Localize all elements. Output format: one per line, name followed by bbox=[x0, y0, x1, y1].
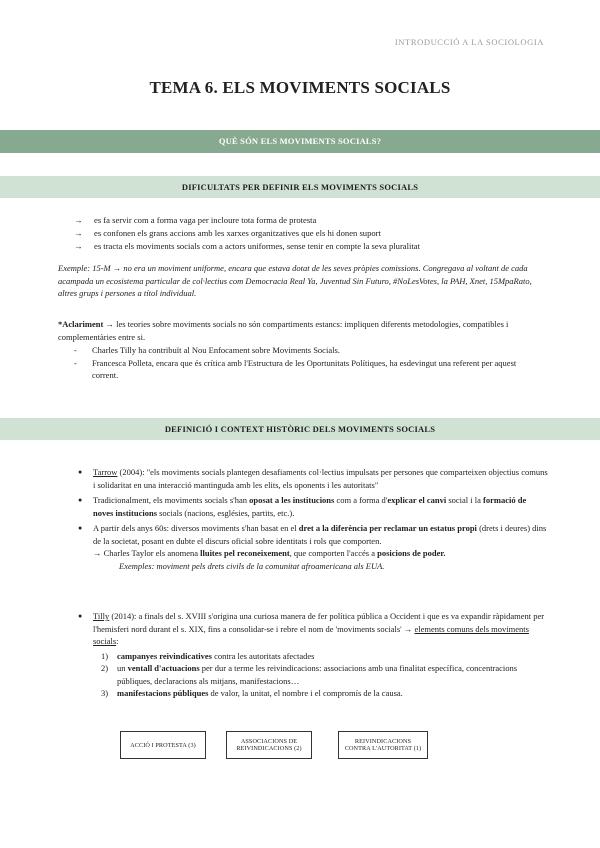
text-span: com a forma d' bbox=[334, 495, 388, 505]
example-15m: Exemple: 15-M → no era un moviment uniforme, encara que estava dotat de les seves pròpies comissions. Congregava al voltant de cada acampada un ecosistema particular de col·lectius com Democracia Real Ya, Juventud Sin Futuro, #NoLesVotes, la PAH, Xnet, 15MpaRato, altres grups i persones a títol individual. bbox=[58, 263, 532, 298]
examples-text: : moviment pels drets civils de la comunitat afroamericana als EUA. bbox=[151, 560, 385, 571]
text-span: per dur a terme les reivindicacions: associacions amb una finalitat específica, concentracions públiques, declaracions als mitjans, manifestacions… bbox=[117, 663, 518, 686]
definition-bullets bbox=[78, 466, 548, 575]
examples-label: Exemples bbox=[119, 560, 152, 571]
clarification bbox=[58, 318, 548, 343]
text-span: : bbox=[116, 636, 119, 646]
list-item bbox=[93, 687, 548, 700]
text-span: un bbox=[117, 663, 128, 673]
section-heading-difficulties: DIFICULTATS PER DEFINIR ELS MOVIMENTS SOCIALS bbox=[0, 176, 600, 198]
common-elements-link: elements comuns dels moviments socials bbox=[93, 623, 529, 646]
list-item bbox=[93, 650, 548, 663]
text-span: A partir dels anys 60s: diversos moviments s'han basat en el bbox=[93, 523, 299, 533]
bold-span: campanyes reivindicatives bbox=[117, 650, 212, 661]
list-item: → es confonen els grans accions amb les xarxes organitzatives que els hi donen suport bbox=[74, 227, 420, 240]
box-label: ACCIÓ I PROTESTA (3) bbox=[130, 741, 196, 749]
bold-span: posicions de poder. bbox=[377, 548, 446, 558]
box-label: REIVINDICACIONS (2) bbox=[236, 745, 302, 752]
box-label: REIVINDICACIONS bbox=[354, 738, 412, 745]
author-tarrow: Tarrow bbox=[93, 467, 118, 477]
tilly-bullets bbox=[78, 610, 548, 703]
item-number: 2) bbox=[101, 663, 109, 673]
box-label: CONTRA L'AUTORITAT (1) bbox=[344, 745, 422, 752]
list-item: - Charles Tilly ha contribuït al Nou Enfocament sobre Moviments Socials. bbox=[74, 344, 544, 357]
list-item: - Francesca Polleta, encara que és crítica amb l'Estructura de les Oportunitats Polítiques, ha esdevingut una referent per aquest corrent. bbox=[74, 357, 544, 382]
text-span: , que comporten l'accés a bbox=[289, 548, 378, 558]
box-label: ASSOCIACIONS DE bbox=[240, 738, 298, 745]
bullet-tarrow bbox=[78, 466, 548, 491]
list-item bbox=[93, 662, 548, 687]
course-header: INTRODUCCIÓ A LA SOCIOLOGIA bbox=[394, 37, 544, 47]
section-heading-what-are: QUÈ SÓN ELS MOVIMENTS SOCIALS? bbox=[0, 130, 600, 153]
text-span: Tradicionalment, els moviments socials s'han bbox=[93, 495, 250, 505]
clarification-label: *Aclariment bbox=[58, 319, 104, 329]
tilly-text: (2014): a finals del s. XVIII s'origina una curiosa manera de fer política pública a Occident i que es va expandir ràpidament per l'hemisferi nord durant el s. XIX, fins a consolidar-se i rebre el nom de 'moviments socials' → bbox=[93, 611, 545, 634]
bold-span: dret a la diferència per reclamar un estatus propi bbox=[298, 523, 477, 533]
diagram-box-associations bbox=[226, 731, 312, 759]
bold-span: oposat a les institucions bbox=[249, 495, 335, 505]
difficulties-list bbox=[74, 214, 420, 253]
page-title: TEMA 6. ELS MOVIMENTS SOCIALS bbox=[149, 78, 451, 97]
text-span: (drets i deures) dins de la societat, posant en dubte el discurs oficial sobre identitats i rols que comporten. bbox=[93, 523, 547, 546]
diagram-box-action bbox=[120, 731, 206, 759]
list-item: → es tracta els moviments socials com a actors uniformes, sense tenir en compte la seva pluralitat bbox=[74, 240, 420, 253]
text-span: social i la bbox=[446, 495, 484, 505]
bold-span: formació de noves institucions bbox=[93, 495, 527, 518]
text-span: contra les autoritats afectades bbox=[212, 650, 315, 661]
text-span: de valor, la unitat, el nombre i el compromís de la causa. bbox=[208, 688, 403, 698]
bold-span: lluites pel reconeixement bbox=[200, 548, 290, 558]
item-number: 1) bbox=[101, 650, 109, 661]
tarrow-text: (2004): "els moviments socials plantegen desafiaments col·lectius impulsats per persones que comparteixen objectius comuns i solidaritat en una interacció mantinguda amb les elits, els oponents i les autoritats" bbox=[93, 467, 548, 490]
common-elements-list bbox=[93, 650, 548, 700]
author-tilly: Tilly bbox=[93, 611, 110, 621]
bold-span: manifestacions públiques bbox=[117, 688, 209, 698]
examples-line bbox=[93, 561, 384, 571]
text-span: socials (nacions, esglésies, partits, etc.). bbox=[157, 507, 295, 518]
bold-span: ventall d'actuacions bbox=[127, 663, 200, 673]
clarification-text: → les teories sobre moviments socials no són compartiments estancs: impliquen diferents metodologies, compatibles i complementàries entre si. bbox=[58, 319, 509, 342]
diagram-box-claims bbox=[338, 731, 428, 759]
bullet-tilly bbox=[78, 610, 548, 700]
text-span: → Charles Taylor els anomena bbox=[93, 548, 201, 558]
list-item: → es fa servir com a forma vaga per incloure tota forma de protesta bbox=[74, 214, 420, 227]
item-number: 3) bbox=[101, 688, 109, 698]
authors-list bbox=[74, 344, 544, 382]
bullet-traditional bbox=[78, 494, 548, 519]
section-heading-definition: DEFINICIÓ I CONTEXT HISTÒRIC DELS MOVIMENTS SOCIALS bbox=[0, 418, 600, 440]
bold-span: explicar el canvi bbox=[387, 495, 447, 505]
bullet-sixties bbox=[78, 522, 548, 572]
